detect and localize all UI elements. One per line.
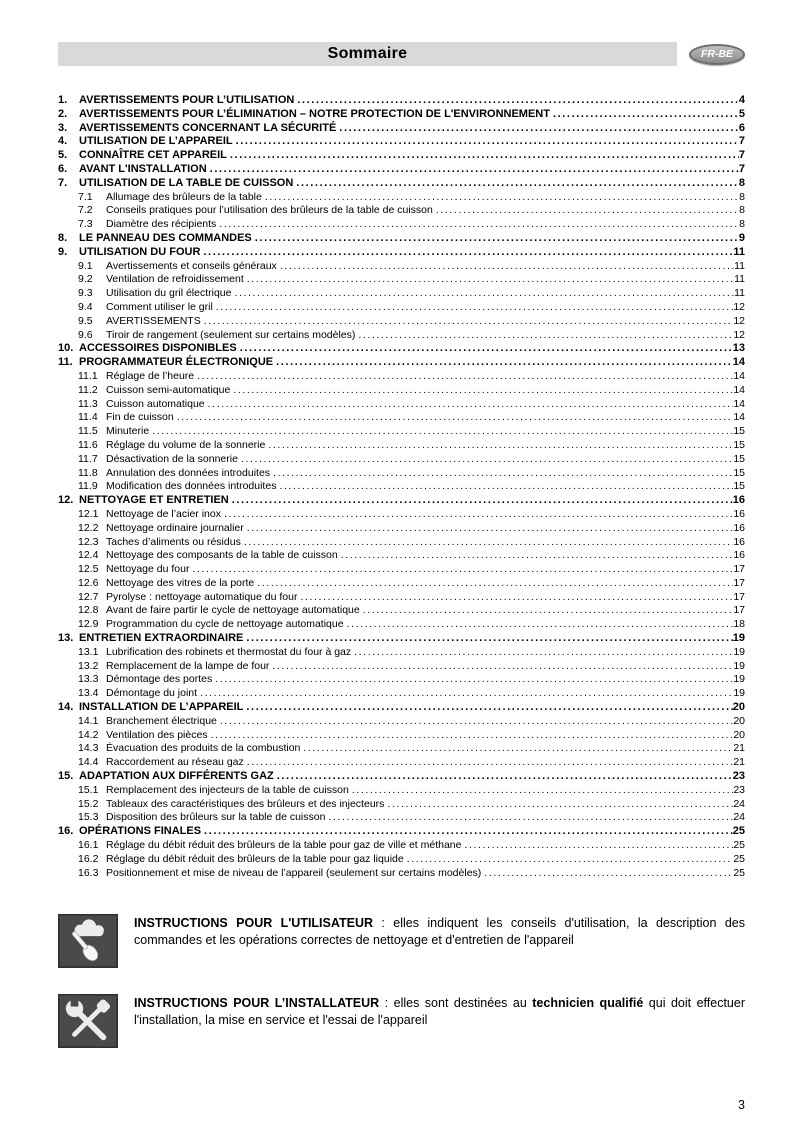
toc-entry-page: 16: [733, 535, 745, 548]
toc-entry-title: Démontage des portes: [106, 673, 213, 686]
toc-dot-leader: [300, 742, 733, 756]
toc-dot-leader: [233, 135, 739, 149]
page-title: Sommaire: [327, 45, 408, 62]
toc-entry-page: 14: [733, 397, 745, 410]
toc-entry-title: Annulation des données introduites: [106, 466, 271, 479]
toc-entry: [58, 177, 745, 191]
toc-entry-title: UTILISATION DE L’APPAREIL: [79, 135, 233, 148]
toc-dot-leader: [274, 770, 733, 784]
toc-entry-title: Tableaux des caractéristiques des brûleurs et des injecteurs: [106, 797, 385, 810]
toc-entry-number: 7.: [58, 176, 68, 189]
toc-entry: [58, 370, 745, 384]
toc-entry: [58, 108, 745, 122]
toc-entry-number: 9.2: [78, 273, 93, 286]
toc-entry-page: 8: [739, 218, 745, 231]
toc-entry-page: 21: [733, 756, 745, 769]
toc-entry-title: Lubrification des robinets et thermostat du four à gaz: [106, 645, 352, 658]
toc-entry-title: Tiroir de rangement (seulement sur certains modèles): [106, 328, 356, 341]
toc-dot-leader: [273, 356, 733, 370]
toc-entry-number: 9.3: [78, 287, 93, 300]
toc-dot-leader: [277, 260, 734, 274]
toc-entry-title: AVERTISSEMENTS POUR L’UTILISATION: [79, 94, 295, 106]
toc-entry-number: 12.8: [78, 604, 99, 617]
toc-entry: [58, 163, 745, 177]
toc-dot-leader: [325, 811, 733, 825]
toc-entry: [58, 315, 745, 329]
toc-entry-title: Programmation du cycle de nettoyage automatique: [106, 618, 344, 631]
notes-section: [58, 914, 745, 1048]
toc-entry: [58, 246, 745, 260]
toc-entry-title: PROGRAMMATEUR ÉLECTRONIQUE: [79, 356, 274, 369]
toc-entry-page: 14: [733, 383, 745, 396]
toc-entry-title: Avant de faire partir le cycle de nettoyage automatique: [106, 604, 360, 617]
toc-dot-leader: [201, 825, 733, 839]
toc-entry: [58, 604, 745, 618]
toc-entry-number: 8.: [58, 231, 68, 244]
toc-entry-number: 4.: [58, 135, 68, 148]
toc-entry-page: 18: [733, 618, 745, 631]
toc-entry-page: 11: [734, 273, 745, 286]
toc-entry-page: 17: [733, 590, 745, 603]
toc-entry: [58, 522, 745, 536]
toc-dot-leader: [244, 273, 734, 287]
toc-dot-leader: [207, 163, 739, 177]
toc-dot-leader: [244, 522, 734, 536]
toc-entry-page: 20: [733, 714, 745, 727]
toc-entry-title: Taches d’aliments ou résidus: [106, 535, 241, 548]
toc-entry: [58, 867, 745, 881]
toc-entry-title: ENTRETIEN EXTRAORDINAIRE: [79, 632, 244, 645]
toc-entry-number: 9.5: [78, 314, 93, 327]
toc-entry-page: 16: [733, 507, 745, 520]
toc-dot-leader: [344, 618, 734, 632]
toc-entry-title: NETTOYAGE ET ENTRETIEN: [79, 494, 229, 507]
toc-dot-leader: [237, 342, 733, 356]
toc-dot-leader: [262, 191, 739, 205]
toc-entry-page: 15: [733, 425, 745, 438]
toc-entry-number: 12.7: [78, 590, 99, 603]
toc-entry: [58, 191, 745, 205]
toc-entry-number: 14.1: [78, 714, 99, 727]
toc-entry-number: 13.2: [78, 659, 99, 672]
toc-entry: [58, 439, 745, 453]
toc-dot-leader: [149, 425, 733, 439]
toc-entry: [58, 660, 745, 674]
toc-entry: [58, 342, 745, 356]
toc-dot-leader: [216, 218, 739, 232]
toc-entry-page: 19: [733, 659, 745, 672]
toc-entry-title: Réglage du débit réduit des brûleurs de la table pour gaz de ville et méthane: [106, 839, 462, 852]
toc-entry-number: 7.3: [78, 218, 93, 231]
toc-entry-number: 10.: [58, 342, 74, 355]
toc-entry-page: 24: [733, 797, 745, 810]
toc-entry-number: 9.: [58, 245, 68, 258]
toc-entry-page: 25: [733, 839, 745, 852]
toc-entry: [58, 122, 745, 136]
toc-dot-leader: [208, 729, 734, 743]
toc-entry-number: 14.4: [78, 756, 99, 769]
toc-dot-leader: [384, 798, 733, 812]
toc-dot-leader: [201, 315, 734, 329]
toc-entry-page: 19: [733, 673, 745, 686]
toc-dot-leader: [404, 853, 734, 867]
toc-entry-page: 7: [738, 135, 745, 148]
toc-entry-number: 12.5: [78, 563, 99, 576]
toc-entry-number: 16.1: [78, 839, 99, 852]
toc-dot-leader: [200, 246, 733, 260]
toc-entry: [58, 729, 745, 743]
toc-entry-page: 20: [732, 701, 745, 714]
toc-entry-title: Nettoyage ordinaire journalier: [106, 521, 244, 534]
toc-entry: [58, 853, 745, 867]
toc-entry-number: 11.6: [78, 438, 98, 451]
toc-entry-page: 16: [732, 494, 745, 507]
toc-dot-leader: [217, 715, 733, 729]
toc-entry-page: 24: [733, 811, 745, 824]
toc-dot-leader: [243, 632, 732, 646]
toc-entry-page: 15: [733, 438, 745, 451]
toc-entry-title: ADAPTATION AUX DIFFÉRENTS GAZ: [79, 770, 274, 783]
toc-entry: [58, 94, 745, 108]
toc-entry: [58, 563, 745, 577]
toc-dot-leader: [230, 384, 733, 398]
toc-dot-leader: [297, 591, 733, 605]
toc-entry-title: Positionnement et mise de niveau de l’appareil (seulement sur certains modèles): [106, 866, 482, 879]
toc-entry-title: Modification des données introduites: [106, 480, 277, 493]
toc-entry-page: 17: [733, 563, 745, 576]
toc-entry-title: Désactivation de la sonnerie: [106, 452, 238, 465]
language-badge: FR-BE: [689, 44, 745, 65]
toc-entry-number: 9.6: [78, 328, 93, 341]
toc-entry: [58, 756, 745, 770]
toc-entry-title: Pyrolyse : nettoyage automatique du four: [106, 590, 298, 603]
toc-entry-number: 11.2: [78, 383, 98, 396]
toc-entry-title: Diamètre des récipients: [106, 218, 217, 231]
toc-dot-leader: [461, 839, 733, 853]
toc-dot-leader: [254, 577, 733, 591]
toc-dot-leader: [174, 411, 734, 425]
toc-entry-number: 13.4: [78, 687, 99, 700]
toc-entry-title: Disposition des brûleurs sur la table de cuisson: [106, 811, 326, 824]
toc-entry-page: 8: [739, 190, 745, 203]
toc-dot-leader: [349, 784, 734, 798]
toc-entry-title: Conseils pratiques pour l’utilisation des brûleurs de la table de cuisson: [106, 204, 433, 217]
toc-entry-number: 6.: [58, 162, 68, 175]
toc-dot-leader: [241, 536, 733, 550]
toc-entry-page: 13: [732, 342, 745, 355]
toc-entry-title: LE PANNEAU DES COMMANDES: [79, 231, 252, 244]
toc-entry: [58, 135, 745, 149]
toc-dot-leader: [265, 439, 733, 453]
toc-entry-page: 5: [738, 107, 745, 120]
toc-entry-number: 11.: [58, 356, 73, 369]
toc-dot-leader: [213, 301, 734, 315]
toc-entry-number: 7.2: [78, 204, 93, 217]
toc-entry-page: 25: [733, 866, 745, 879]
toc-entry-page: 14: [732, 356, 745, 369]
toc-entry-title: Ventilation des pièces: [106, 728, 208, 741]
toc-entry-page: 15: [733, 466, 745, 479]
toc-entry-title: Réglage du volume de la sonnerie: [106, 438, 266, 451]
toc-entry: [58, 784, 745, 798]
toc-entry-title: AVERTISSEMENTS CONCERNANT LA SÉCURITÉ: [79, 121, 337, 134]
toc-entry-title: Fin de cuisson: [106, 411, 174, 424]
toc-dot-leader: [197, 687, 733, 701]
toc-entry-page: 17: [733, 604, 745, 617]
toc-entry: [58, 715, 745, 729]
toc-entry-title: Allumage des brûleurs de la table: [106, 190, 262, 203]
toc-dot-leader: [244, 756, 734, 770]
toc-entry-page: 8: [739, 204, 745, 217]
toc-entry-page: 4: [738, 94, 745, 106]
toc-entry: [58, 701, 745, 715]
toc-entry-number: 11.7: [78, 452, 98, 465]
instruction-note-text: INSTRUCTIONS POUR L’INSTALLATEUR : elles sont destinées au technicien qualifié qui doit effectuer l'installation, la mise en service et l'essai de l'appareil: [134, 996, 745, 1028]
toc-entry: [58, 356, 745, 370]
toc-entry: [58, 260, 745, 274]
toc-entry-page: 11: [733, 245, 745, 258]
toc-entry-title: Évacuation des produits de la combustion: [106, 742, 301, 755]
instruction-note: [58, 914, 745, 968]
toc-entry-page: 21: [733, 742, 745, 755]
toc-entry: [58, 770, 745, 784]
toc-entry-page: 16: [733, 521, 745, 534]
toc-entry: [58, 577, 745, 591]
toc-entry-number: 12.4: [78, 549, 99, 562]
toc-entry: [58, 742, 745, 756]
toc-entry-title: Cuisson automatique: [106, 397, 205, 410]
toc-entry-number: 3.: [58, 121, 68, 134]
toc-entry: [58, 839, 745, 853]
toc-entry-number: 14.3: [78, 742, 99, 755]
toc-dot-leader: [294, 94, 739, 108]
toc-entry-number: 12.2: [78, 521, 99, 534]
toc-dot-leader: [293, 177, 739, 191]
toc-entry-number: 15.: [58, 770, 74, 783]
toc-entry: [58, 798, 745, 812]
toc-entry-number: 11.9: [78, 480, 98, 493]
toc-entry-title: Nettoyage du four: [106, 563, 190, 576]
toc-dot-leader: [355, 329, 733, 343]
toc-entry-page: 23: [732, 770, 745, 783]
toc-entry-page: 19: [733, 687, 745, 700]
toc-entry: [58, 549, 745, 563]
toc-entry-number: 9.4: [78, 300, 93, 313]
toc-dot-leader: [336, 122, 739, 136]
toc-dot-leader: [221, 508, 733, 522]
toc-dot-leader: [252, 232, 739, 246]
toc-entry-title: Branchement électrique: [106, 714, 217, 727]
toc-entry: [58, 411, 745, 425]
toc-entry-number: 16.2: [78, 852, 99, 865]
toc-entry: [58, 673, 745, 687]
toc-dot-leader: [270, 467, 733, 481]
toc-entry-title: Réglage de l’heure: [106, 369, 195, 382]
toc-entry-page: 25: [733, 852, 745, 865]
toc-entry-title: AVERTISSEMENTS: [106, 314, 201, 327]
toc-entry-page: 19: [733, 645, 745, 658]
toc-entry-title: Comment utiliser le gril: [106, 300, 213, 313]
toc-entry-title: INSTALLATION DE L’APPAREIL: [79, 701, 244, 714]
toc-entry-page: 19: [732, 632, 745, 645]
toc-entry-number: 11.1: [78, 369, 98, 382]
toc-entry-number: 12.: [58, 494, 74, 507]
toc-entry-number: 13.3: [78, 673, 99, 686]
toc-entry-title: Nettoyage des vitres de la porte: [106, 576, 255, 589]
toc-entry: [58, 467, 745, 481]
toc-entry-number: 15.3: [78, 811, 99, 824]
toc-dot-leader: [189, 563, 733, 577]
toc-entry-title: Démontage du joint: [106, 687, 198, 700]
toc-entry: [58, 480, 745, 494]
toc-entry-number: 11.5: [78, 425, 98, 438]
toc-entry-page: 11: [734, 287, 745, 300]
toc-dot-leader: [276, 480, 733, 494]
toc-entry-page: 9: [738, 231, 745, 244]
toc-entry-number: 15.2: [78, 797, 99, 810]
toc-entry-title: Ventilation de refroidissement: [106, 273, 244, 286]
toc-entry-page: 16: [733, 549, 745, 562]
toc-entry: [58, 508, 745, 522]
toc-entry-page: 15: [733, 480, 745, 493]
toc-entry-number: 12.1: [78, 507, 99, 520]
toc-entry-number: 7.1: [78, 190, 93, 203]
instruction-note: [58, 994, 745, 1048]
toc-dot-leader: [229, 494, 733, 508]
toc-entry-page: 14: [733, 369, 745, 382]
toc-entry-number: 16.: [58, 825, 74, 838]
toc-dot-leader: [269, 660, 733, 674]
toc-entry-page: 12: [733, 300, 745, 313]
toc-entry-title: OPÉRATIONS FINALES: [79, 825, 202, 838]
title-band: [58, 42, 677, 66]
instruction-note-text: INSTRUCTIONS POUR L'UTILISATEUR : elles indiquent les conseils d'utilisation, la description des commandes et les opérations correctes de nettoyage et d'entretien de l'appareil: [134, 916, 745, 948]
toc-entry-title: Raccordement au réseau gaz: [106, 756, 244, 769]
toc-entry: [58, 687, 745, 701]
toc-dot-leader: [481, 867, 733, 881]
toc-entry: [58, 646, 745, 660]
toc-entry-title: Remplacement de la lampe de four: [106, 659, 270, 672]
toc-entry: [58, 287, 745, 301]
toc-entry: [58, 825, 745, 839]
toc-dot-leader: [550, 108, 739, 122]
toc-entry-page: 6: [738, 121, 745, 134]
toc-entry-page: 8: [738, 176, 745, 189]
toc-dot-leader: [212, 673, 733, 687]
toc-entry-number: 14.2: [78, 728, 99, 741]
toc-dot-leader: [231, 287, 734, 301]
toc-entry: [58, 453, 745, 467]
toc-entry: [58, 536, 745, 550]
toc-dot-leader: [227, 149, 739, 163]
toc-entry-page: 23: [733, 783, 745, 796]
toc-list: [58, 94, 745, 880]
toc-entry-number: 13.: [58, 632, 74, 645]
toc-entry: [58, 232, 745, 246]
toc-entry-page: 14: [733, 411, 745, 424]
toc-entry-title: Nettoyage de l’acier inox: [106, 507, 221, 520]
toc-entry-page: 17: [733, 576, 745, 589]
toc-entry-title: ACCESSOIRES DISPONIBLES: [79, 342, 237, 355]
toc-entry-title: UTILISATION DE LA TABLE DE CUISSON: [79, 176, 294, 189]
toc-entry: [58, 329, 745, 343]
toc-entry-number: 16.3: [78, 866, 99, 879]
toc-entry: [58, 204, 745, 218]
toc-entry-title: Remplacement des injecteurs de la table de cuisson: [106, 783, 349, 796]
toc-entry-title: Réglage du débit réduit des brûleurs de la table pour gaz liquide: [106, 852, 404, 865]
toc-entry-page: 7: [738, 149, 745, 162]
toc-entry: [58, 632, 745, 646]
toc-entry: [58, 149, 745, 163]
tools-icon: [58, 994, 118, 1048]
toc-dot-leader: [194, 370, 733, 384]
toc-entry-title: UTILISATION DU FOUR: [79, 245, 201, 258]
toc-dot-leader: [243, 701, 732, 715]
toc-entry-number: 12.3: [78, 535, 99, 548]
page-number: 3: [738, 1098, 745, 1112]
toc-entry-title: CONNAÎTRE CET APPAREIL: [79, 149, 227, 162]
toc-entry-title: Nettoyage des composants de la table de cuisson: [106, 549, 338, 562]
toc-entry: [58, 618, 745, 632]
toc-entry-page: 12: [733, 314, 745, 327]
toc-entry-number: 13.1: [78, 645, 99, 658]
toc-entry-number: 9.1: [78, 259, 93, 272]
toc-entry-number: 5.: [58, 149, 68, 162]
toc-entry: [58, 273, 745, 287]
toc-entry-number: 11.4: [78, 411, 98, 424]
toc-dot-leader: [238, 453, 733, 467]
toc-entry-number: 12.6: [78, 576, 99, 589]
toc-dot-leader: [360, 604, 734, 618]
toc-entry: [58, 384, 745, 398]
toc-dot-leader: [433, 204, 739, 218]
toc-entry-number: 11.3: [78, 397, 98, 410]
toc-entry-number: 11.8: [78, 466, 98, 479]
toc-entry-title: Minuterie: [106, 425, 150, 438]
toc-entry-number: 1.: [58, 94, 68, 106]
toc-entry-title: AVERTISSEMENTS POUR L’ÉLIMINATION – NOTRE PROTECTION DE L'ENVIRONNEMENT: [79, 107, 550, 120]
toc-entry: [58, 591, 745, 605]
toc-entry-title: AVANT L'INSTALLATION: [79, 162, 207, 175]
toc-entry: [58, 218, 745, 232]
toc-entry-number: 12.9: [78, 618, 99, 631]
toc-entry-page: 7: [738, 162, 745, 175]
toc-entry: [58, 811, 745, 825]
toc-entry-number: 15.1: [78, 783, 99, 796]
toc-entry: [58, 494, 745, 508]
spoon-icon: [58, 914, 118, 968]
toc-entry-page: 11: [734, 259, 745, 272]
toc-entry-title: Cuisson semi-automatique: [106, 383, 231, 396]
toc-entry-title: Avertissements et conseils généraux: [106, 259, 277, 272]
toc-dot-leader: [205, 398, 734, 412]
toc-entry: [58, 425, 745, 439]
toc-entry: [58, 301, 745, 315]
toc-dot-leader: [351, 646, 733, 660]
toc-entry-page: 25: [732, 825, 745, 838]
page-footer: [738, 1098, 745, 1112]
toc-dot-leader: [338, 549, 734, 563]
toc-entry: [58, 398, 745, 412]
toc-entry-page: 20: [733, 728, 745, 741]
toc-entry-title: Utilisation du gril électrique: [106, 287, 232, 300]
toc-entry-page: 12: [733, 328, 745, 341]
toc-entry-number: 2.: [58, 107, 68, 120]
page-header: [58, 42, 745, 66]
toc-entry-number: 14.: [58, 701, 74, 714]
toc-entry-page: 15: [733, 452, 745, 465]
